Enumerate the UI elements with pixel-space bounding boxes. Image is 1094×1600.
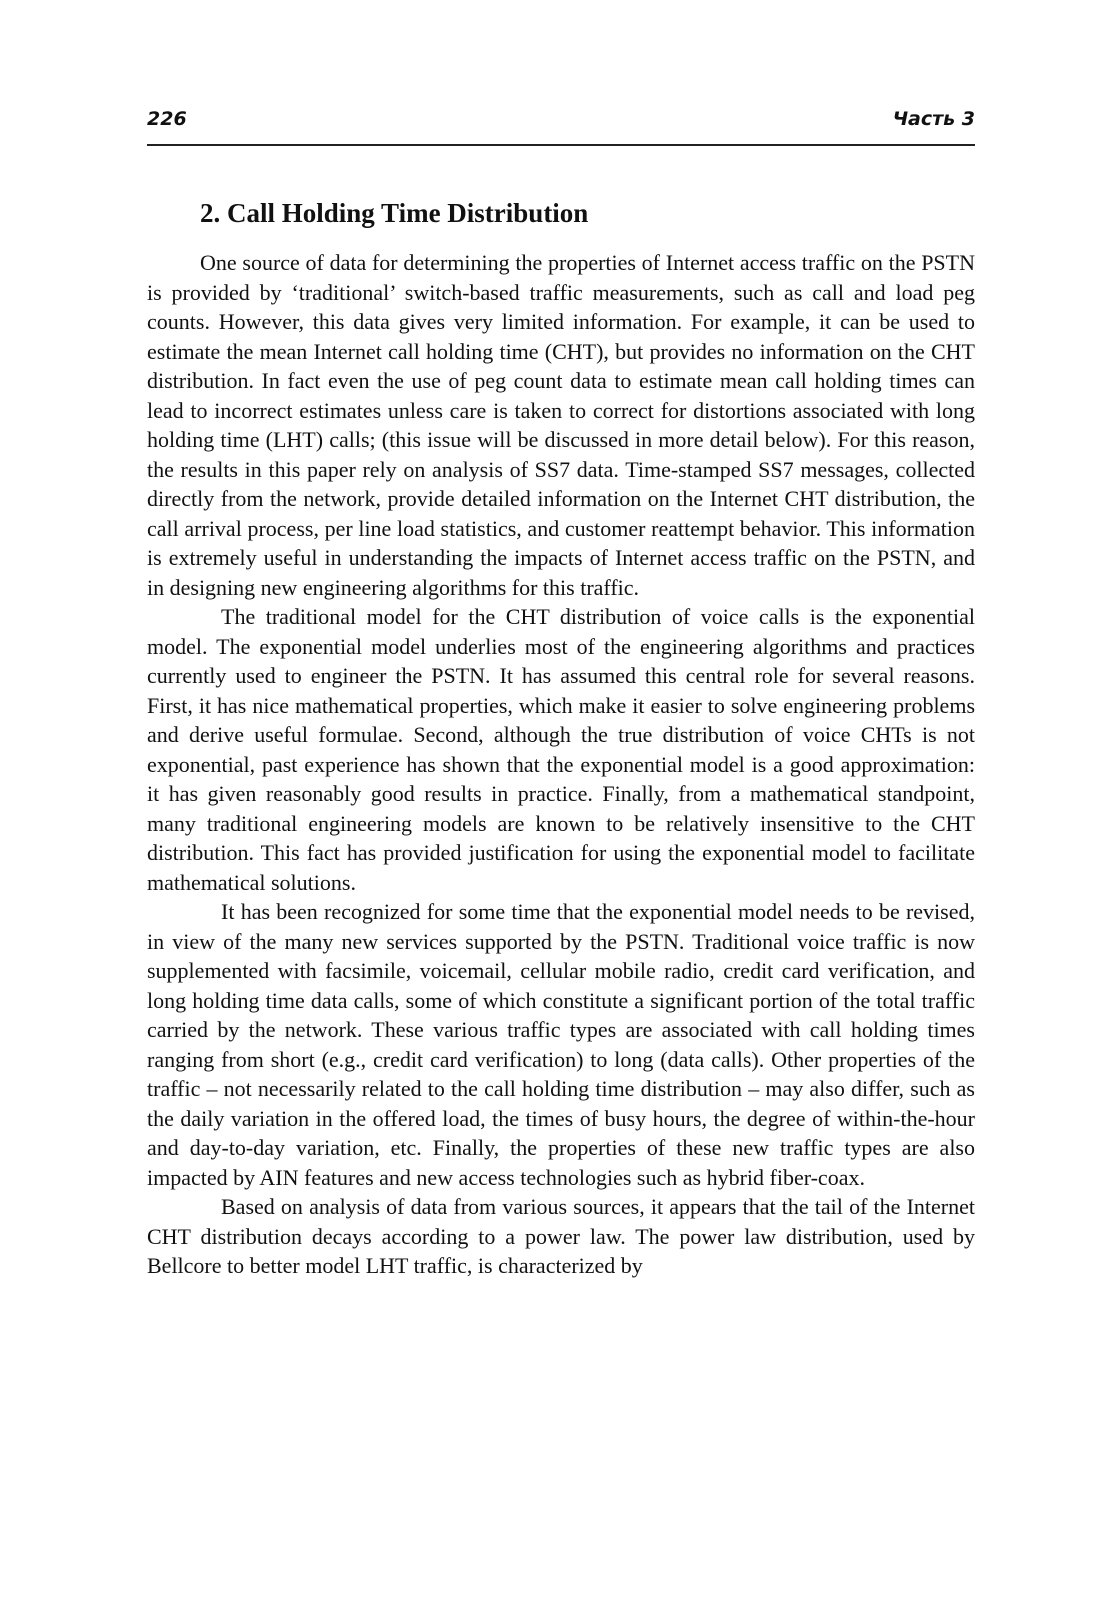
paragraph-3: It has been recognized for some time that the exponential model needs to be revised, in view of the many new services supported by the PSTN. Traditional voice traffic is now supplemented with facsimile, voicemail, cellular mobile radio, credit card verification, and long holding time data calls, some of which constitute a significant portion of the total traffic carried by the network. These various traffic types are associated with call holding times ranging from short (e.g., credit card verification) to long (data calls). Other properties of the traffic – not necessarily related to the call holding time distribution – may also differ, such as the daily variation in the offered load, the times of busy hours, the degree of within-the-hour and day-to-day variation, etc. Finally, the properties of these new traffic types are also impacted by AIN features and new access technologies such as hybrid fiber-coax. <box>147 899 975 1190</box>
running-title: Часть 3 <box>892 108 975 130</box>
running-header <box>147 104 975 146</box>
body-text <box>147 248 975 1281</box>
paragraph-4: Based on analysis of data from various sources, it appears that the tail of the Internet CHT distribution decays according to a power law. The power law distribution, used by Bellcore to better model LHT traffic, is characterized by <box>147 1194 975 1278</box>
paragraph-2: The traditional model for the CHT distribution of voice calls is the exponential model. The exponential model underlies most of the engineering algorithms and practices currently used to engineer the PSTN. It has assumed this central role for several reasons. First, it has nice mathematical properties, which make it easier to solve engineering problems and derive useful formulae. Second, although the true distribution of voice CHTs is not exponential, past experience has shown that the exponential model is a good approximation: it has given reasonably good results in practice. Finally, from a mathematical standpoint, many traditional engineering models are known to be relatively insensitive to the CHT distribution. This fact has provided justification for using the exponential model to facilitate mathematical solutions. <box>147 604 975 895</box>
page-number: 226 <box>147 108 187 130</box>
section-heading: 2. Call Holding Time Distribution <box>200 198 589 228</box>
document-page <box>147 104 975 1281</box>
paragraph-1: One source of data for determining the properties of Internet access traffic on the PSTN is provided by ‘traditional’ switch-based traffic measurements, such as call and load peg counts. However, this data gives very limited information. For example, it can be used to estimate the mean Internet call holding time (CHT), but provides no information on the CHT distribution. In fact even the use of peg count data to estimate mean call holding times can lead to incorrect estimates unless care is taken to correct for distortions associated with long holding time (LHT) calls; (this issue will be discussed in more detail below). For this reason, the results in this paper rely on analysis of SS7 data. Time-stamped SS7 messages, collected directly from the network, provide detailed information on the Internet CHT distribution, the call arrival process, per line load statistics, and customer reattempt behavior. This information is extremely useful in understanding the impacts of Internet access traffic on the PSTN, and in designing new engineering algorithms for this traffic. <box>147 250 975 600</box>
